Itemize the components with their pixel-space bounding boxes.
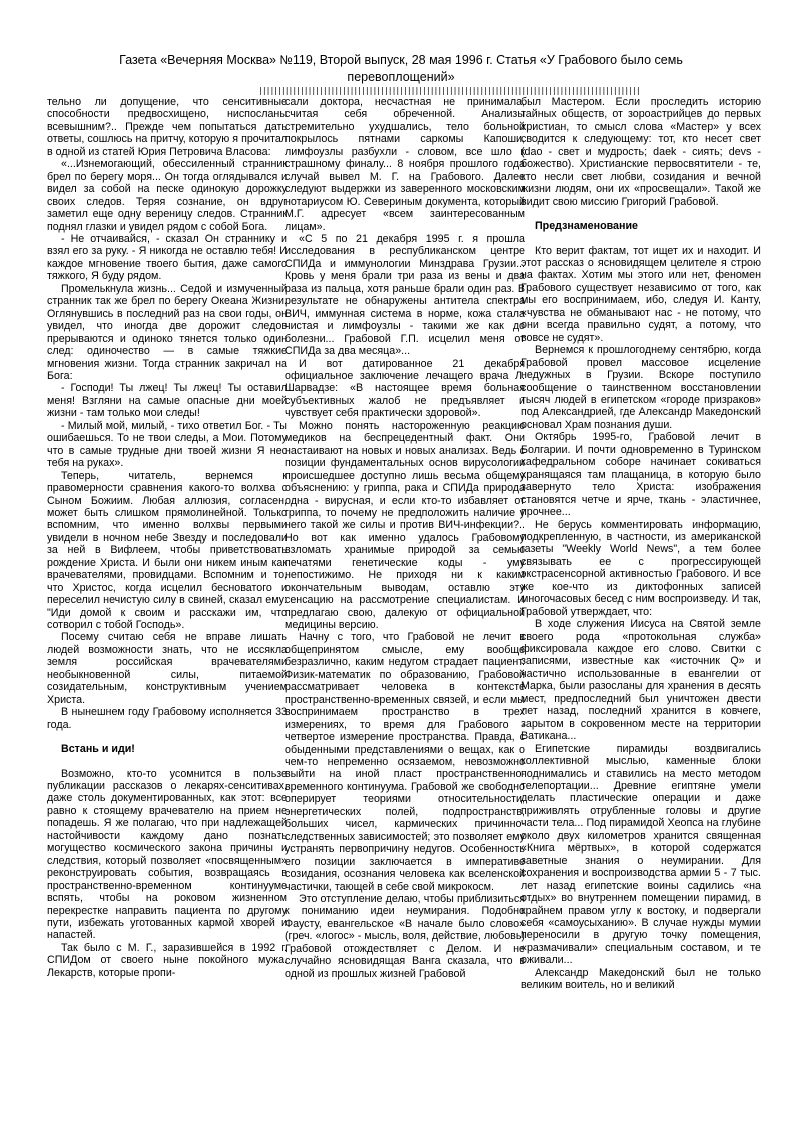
paragraph: тельно ли допущение, что сенситивные способности предвосхищено, ниспосланы всевышним?.. Прежде чем попытаться дать ответы, сошлюсь на притчу, которую я прочитал в одной из статей Юрия Петровича Власова: [47, 96, 287, 158]
article-header [100, 52, 702, 86]
header-line-1: Газета «Вечерняя Москва» №119, Второй выпуск, 28 мая 1996 г. Статья «У Грабового было семь [119, 53, 683, 67]
paragraph: В нынешнем году Грабовому исполняется 33 года. [47, 706, 287, 731]
paragraph: Египетские пирамиды воздвигались коллективной мыслью, каменные блоки поднимались и ставились на место методом телепортации... Древние египтяне умели делать пластические операции и даже приживлять отрубленные головы и другие части тела... Под пирамидой Хеопса на глубине около двух километров хранится священная «Книга мёртвых», в которой содержатся заветные знания о неумирании. Для сохранения и воспроизводства армии 5 - 7 тыс. лет назад египетские воины садились «на отдых» во внутреннем помещении пирамид, в крайнем правом углу к востоку, и подвергали себя «самоусыханию». В случае нужды мумии переносили в другую точку помещения, «размачивали» специальным составом, и те оживали... [521, 742, 761, 967]
paragraph: И вот датированное 21 декабря официальное заключение лечащего врача Л. Шарвадзе: «В настоящее время больная субъективных жалоб не предъявляет и чувствует себя практически здоровой». [285, 357, 525, 420]
paragraph: Кто верит фактам, тот ищет их и находит. И этот рассказ о ясновидящем целителе я строю на фактах. Хотим мы этого или нет, феномен Грабового существует независимо от того, как мы его воспринимаем, ибо, следуя И. Канту, «чувства не обманывают нас - не потому, что они всегда правильно судят, а потому, что вовсе не судят». [521, 244, 761, 344]
text-column-1 [47, 96, 287, 1106]
paragraph: Вернемся к прошлогоднему сентябрю, когда Грабовой провел массовое исцеление недужных в Грузии. Вскоре поступило сообщение о таинственном восстановлении тысяч людей в египетском «городе призраков» под Александрией, где Александр Македонский основал Храм познания души. [521, 344, 761, 431]
paragraph: был Мастером. Если проследить историю тайных обществ, от зороастрийцев до первых христиан, то смысл слова «Мастер» у всех сводится к следующему: тот, кто несет свет (dao - свет и мудрость; daek - сиять; devs - божество). Христианские первосвятители - те, кто несли свет любви, созидания и вечной жизни людям, они их «просвещали». Такой же видит свою миссию Григорий Грабовой. [521, 96, 761, 208]
paragraph: Посему считаю себя не вправе лишать людей возможности знать, что не иссякла земля российская врачевателями необыкновенной силы, питаемой созидательным, конструктивным учением Христа. [47, 631, 287, 706]
paragraph: - Не отчаивайся, - сказал Он страннику и взял его за руку. - Я никогда не оставлю тебя! И каждое мгновение твоего бытия, даже самого тяжкого, Я буду рядом. [47, 232, 287, 283]
header-rule: |||||||||||||||||||||||||||||||||||||||||||||||||||||||||||||||||||||||||||||||||||||||||||||||||||| [258, 86, 640, 95]
text-column-2 [285, 96, 525, 1106]
paragraph: Теперь, читатель, вернемся к правомерности сравнения какого-то волхва с Сыном Божиим. Любая аллюзия, согласен, может быть слишком прямолинейной. Только вспомним, что именно волхвы первыми увидели в ночном небе Звезду и последовали за ней в Вифлеем, чтобы приветствовать рождение Христа. И были они никем иным как врачевателями, провидцами. Вспомним и то, что Христос, когда исцелил бесноватого и переселил нечистую силу в свиней, сказал ему: "Иди домой к своим и расскажи им, что сотворил с тобой Господь». [47, 469, 287, 632]
paragraph: - Милый мой, милый, - тихо ответил Бог. - Ты ошибаешься. То не твои следы, а Мои. Потому что в самые трудные дни твоей жизни Я нес тебя на руках». [47, 419, 287, 470]
paragraph: В ходе служения Иисуса на Святой земле своего рода «протокольная служба» фиксировала каждое его слово. Свитки с записями, известные как «источник Q» и частично использованные в евангелии от Марка, были разосланы для хранения в десять мест, предпоследний был уничтожен двести лет назад, последний хранится в ковчеге, зарытом в сокровенном месте на территории Ватикана... [521, 618, 761, 743]
section-heading: Встань и иди! [61, 743, 135, 756]
paragraph: Октябрь 1995-го, Грабовой лечит в Болгарии. И почти одновременно в Туринском кафедральном соборе начинает сокиваться хранящаяся там плащаница, в которую было завернуто тело Христа: изображения становятся четче и ярче, ткань - эластичнее, прочнее... [521, 431, 761, 519]
paragraph: сали доктора, несчастная не принимала, считая себя обреченной. Анализы стремительно ухудшались, тело больной покрылось пятнами саркомы Капоши, лимфоузлы разбухли - словом, все шло к страшному финалу... 8 ноября прошлого года случай вывел М. Г. на Грабового. Далее следуют выдержки из заверенного московским нотариусом Ю. Севериным документа, который М.Г. адресует «всем заинтересованным лицам». [285, 96, 525, 233]
paragraph: Не берусь комментировать информацию, подкрепленную, в частности, из американской газеты "Weekly World News", а тем более связывать ее с прогрессирующей экстрасенсорной активностью Грабового. И все же кое-что из диктофонных записей многочасовых бесед с ним воспроизведу. И так, Грабовой утверждает, что: [521, 518, 761, 618]
paragraph: «...Изнемогающий, обессиленный странник брел по берегу моря... Он тогда оглядывался и видел за собой на песке одинокую дорожку своих следов. Теряя сознание, он вдруг заметил еще одну вереницу следов. Странник поднял глазки и увидел рядом с собой Бога. [47, 158, 287, 233]
paragraph: «С 5 по 21 декабря 1995 г. я прошла исследования в республиканском центре СПИДа и иммунологии Минздрава Грузии... Кровь у меня брали три раза из вены и два раза из пальца, хотя раньше брали один раз. В результате не обнаружены антитела спектра ВИЧ, иммунная система в норме, кожа стала чистая и лимфоузлы - такими же как до болезни... Грабовой Г.П. исцелил меня от СПИДа за два месяца»... [285, 232, 525, 358]
paragraph: Промелькнула жизнь... Седой и измученный странник так же брел по берегу Океана Жизни. Оглянувшись в последний раз на свои годы, он увидел, что иногда две дорожит следов прерываются и одиноко тянется только один след: одиночество — в самые тяжкие мгновения жизни. Тогда странник закричал на Бога: [47, 282, 287, 382]
text-column-3 [521, 96, 761, 1106]
paragraph: Так было с М. Г., заразившейся в 1992 г. СПИДом от своего ныне покойного мужа. Лекарств, которые пропи- [47, 941, 287, 979]
section-heading: Предзнаменование [535, 220, 638, 233]
paragraph: Начну с того, что Грабовой не лечит в общепринятом смысле, ему вообще безразлично, каким недугом страдает пациент. Физик-математик по образованию, Грабовой рассматривает человека в контексте пространственно-временных связей, и если мы воспринимаем пространство в трех измерениях, то время для Грабового - четвертое измерение пространства. Правда, с обыденными представлениями о вещах, как о чем-то непременно осязаемом, невозможно выйти на иной пласт пространственно-временного континуума. Грабовой же свободно оперирует теориями относительности, энергетических полей, подпространств, больших чисел, кармических причинно-следственных зависимостей; это позволяет ему устранять первопричину недугов. Особенность его позиции заключается в императиве созидания, осознания человека как вселенской частички, тающей в себе свой микрокосм. [285, 631, 525, 893]
paragraph: Это отступление делаю, чтобы приблизиться к пониманию идеи неумирания. Подобно Фаусту, евангельское «В начале было слово» (греч. «логос» - мысль, воля, действие, любовь) Грабовой отождествляет с Делом. И не случайно ясновидящая Ванга сказала, что в одной из прошлых жизней Грабовой [285, 893, 525, 980]
paragraph: Можно понять настороженную реакцию медиков на беспрецедентный факт. Они настаивают на новых и новых анализах. Ведь с позиции фундаментальных основ вирусологии происшедшее доступно лишь весьма общему объяснению: у гриппа, рака и СПИДа природа одна - вирусная, и если кто-то избавляет от гриппа, то почему не предположить наличие у него такой же силы и против ВИЧ-инфекции?.. Но вот как именно удалось Грабовому взломать хранимые природой за семью печатями генетические коды - уму непостижимо. Не приходя ни к каким окончательным выводам, оставлю эту сенсацию на рассмотрение специалистам. И предлагаю свою, далекую от официальной медицины версию. [285, 419, 525, 632]
paragraph: Александр Македонский был не только великим воитель, но и великий [521, 966, 761, 992]
header-line-2: перевоплощений» [347, 70, 455, 84]
paragraph: Возможно, кто-то усомнится в пользе публикации рассказов о лекарях-сенситивах, даже столь документированных, как этот: все равно к стоящему врачевателю на прием не попадешь. Я же полагаю, что при надлежащей настойчивости каждому дано познать могущество космического закона причины и следствия, который позволяет «посвященным» реконструировать события, возвращаясь в пространственно-временном континууме вспять, чтобы на роковом жизненном перекрестке направить пациента по другому пути, избежать уготованных кармой хворей и напастей. [47, 767, 287, 942]
paragraph: - Господи! Ты лжец! Ты лжец! Ты оставил меня! Взгляни на самые опасные дни моей жизни - там только мои следы! [47, 382, 287, 420]
